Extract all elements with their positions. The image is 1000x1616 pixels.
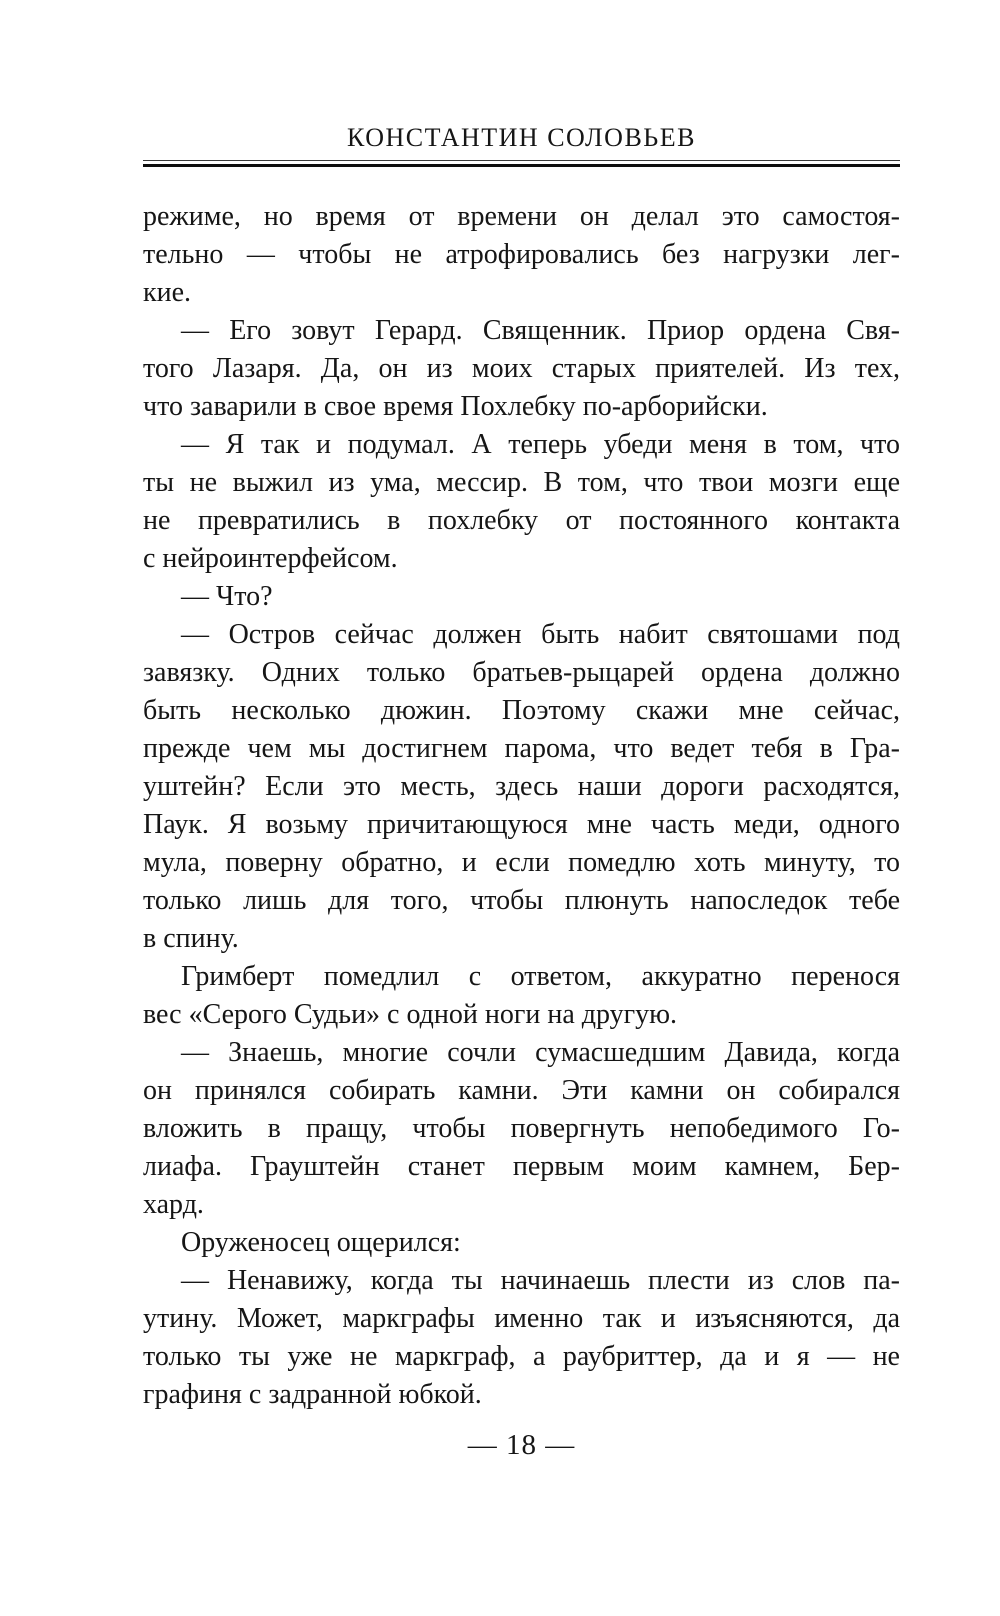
text-line: режиме, но время от времени он делал это самостоя- xyxy=(143,201,900,232)
text-line: тельно — чтобы не атрофировались без нагрузки лег- xyxy=(143,239,900,270)
text-line: Оруженосец ощерился: xyxy=(181,1227,461,1258)
text-line: что заварили в свое время Похлебку по-арборийски. xyxy=(143,391,768,422)
text-line: только лишь для того, чтобы плюнуть напоследок тебе xyxy=(143,885,900,916)
text-line: он принялся собирать камни. Эти камни он собирался xyxy=(143,1075,900,1106)
text-line: — Ненавижу, когда ты начинаешь плести из слов па- xyxy=(181,1265,900,1296)
paragraph xyxy=(143,312,900,426)
paragraph xyxy=(143,578,900,616)
body-text xyxy=(143,198,900,1414)
text-line: уштейн? Если это месть, здесь наши дороги расходятся, xyxy=(143,771,900,802)
paragraph xyxy=(143,958,900,1034)
text-line: вложить в пращу, чтобы повергнуть непобедимого Го- xyxy=(143,1113,900,1144)
author-name: КОНСТАНТИН СОЛОВЬЕВ xyxy=(347,123,696,152)
header-rule xyxy=(143,160,900,167)
text-line: вес «Серого Судьи» с одной ноги на другую. xyxy=(143,999,678,1030)
text-line: — Знаешь, многие сочли сумасшедшим Давида, когда xyxy=(181,1037,900,1068)
text-line: — Остров сейчас должен быть набит святошами под xyxy=(181,619,900,650)
text-line: лиафа. Грауштейн станет первым моим камнем, Бер- xyxy=(143,1151,900,1182)
text-line: — Я так и подумал. А теперь убеди меня в том, что xyxy=(181,429,900,460)
text-column xyxy=(143,0,900,1414)
text-line: — Его зовут Герард. Священник. Приор ордена Свя- xyxy=(181,315,900,346)
text-line: Паук. Я возьму причитающуюся мне часть меди, одного xyxy=(143,809,900,840)
text-line: завязку. Одних только братьев-рыцарей ордена должно xyxy=(143,657,900,688)
text-line: Гримберт помедлил с ответом, аккуратно перенося xyxy=(181,961,900,992)
text-line: в спину. xyxy=(143,923,239,954)
text-line: только ты уже не маркграф, а раубриттер, да и я — не xyxy=(143,1341,900,1372)
text-line: быть несколько дюжин. Поэтому скажи мне сейчас, xyxy=(143,695,900,726)
text-line: утину. Может, маркграфы именно так и изъясняются, да xyxy=(143,1303,900,1334)
text-line: кие. xyxy=(143,277,192,308)
paragraph xyxy=(143,426,900,578)
paragraph xyxy=(143,198,900,312)
text-line: графиня с задранной юбкой. xyxy=(143,1379,482,1410)
paragraph xyxy=(143,1034,900,1224)
paragraph xyxy=(143,616,900,958)
text-line: — Что? xyxy=(181,581,273,612)
running-header xyxy=(143,0,900,167)
text-line: мула, поверну обратно, и если помедлю хоть минуту, то xyxy=(143,847,900,878)
text-line: с нейроинтерфейсом. xyxy=(143,543,398,574)
page-number: — 18 — xyxy=(467,1429,576,1461)
text-line: прежде чем мы достигнем парома, что ведет тебя в Гра- xyxy=(143,733,900,764)
paragraph xyxy=(143,1224,900,1262)
text-line: не превратились в похлебку от постоянного контакта xyxy=(143,505,900,536)
text-line: того Лазаря. Да, он из моих старых приятелей. Из тех, xyxy=(143,353,900,384)
text-line: хард. xyxy=(143,1189,204,1220)
paragraph xyxy=(143,1262,900,1414)
text-line: ты не выжил из ума, мессир. В том, что твои мозги еще xyxy=(143,467,900,498)
